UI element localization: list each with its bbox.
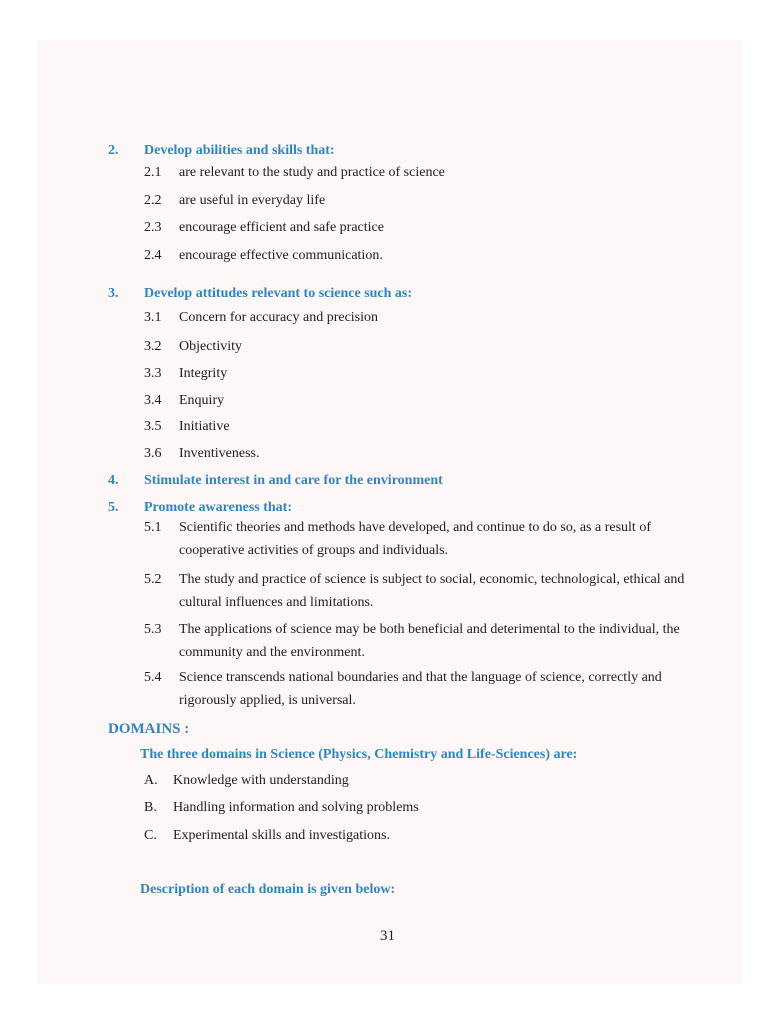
item-text: Science transcends national boundaries and that the language of science, correctly and rigorously applied, is universal.: [179, 670, 662, 708]
item-number: 5.1: [144, 520, 162, 535]
item-text: Scientific theories and methods have developed, and continue to do so, as a result of cooperative activities of groups and individuals.: [179, 520, 651, 558]
domains-intro: The three domains in Science (Physics, Chemistry and Life-Sciences) are:: [140, 747, 578, 762]
item-number: 5.4: [144, 670, 162, 685]
item-text: encourage efficient and safe practice: [179, 220, 384, 235]
item-letter: A.: [144, 773, 158, 788]
item-text: are relevant to the study and practice of science: [179, 165, 445, 180]
section-number: 5.: [108, 500, 119, 515]
section-title: Stimulate interest in and care for the environment: [144, 473, 443, 488]
item-text: The applications of science may be both beneficial and deterimental to the individual, the community and the environment.: [179, 622, 680, 660]
item-text: Concern for accuracy and precision: [179, 310, 379, 325]
item-text: Handling information and solving problems: [173, 800, 419, 815]
item-text: Initiative: [179, 419, 230, 434]
item-number: 3.1: [144, 310, 162, 325]
item-number: 2.4: [144, 248, 162, 263]
item-letter: B.: [144, 800, 157, 815]
domains-heading: DOMAINS :: [108, 721, 190, 737]
item-text: Objectivity: [179, 339, 242, 354]
item-number: 2.3: [144, 220, 162, 235]
section-title: Promote awareness that:: [144, 500, 293, 515]
item-text: The study and practice of science is subject to social, economic, technological, ethical and cultural influences and limitations.: [179, 572, 685, 610]
domain-description-intro: Description of each domain is given below:: [140, 882, 396, 897]
section-number: 3.: [108, 286, 119, 301]
item-text: Knowledge with understanding: [173, 773, 349, 788]
item-text: Enquiry: [179, 393, 225, 408]
item-number: 3.5: [144, 419, 162, 434]
section-title: Develop abilities and skills that:: [144, 143, 335, 158]
item-number: 3.2: [144, 339, 162, 354]
item-text: Inventiveness.: [179, 446, 260, 461]
item-number: 3.4: [144, 393, 162, 408]
item-text: encourage effective communication.: [179, 248, 383, 263]
page-number: 31: [380, 928, 395, 944]
item-letter: C.: [144, 828, 157, 843]
item-number: 3.6: [144, 446, 162, 461]
item-number: 2.1: [144, 165, 162, 180]
item-text: Experimental skills and investigations.: [173, 828, 390, 843]
section-number: 2.: [108, 143, 119, 158]
item-number: 5.3: [144, 622, 162, 637]
section-title: Develop attitudes relevant to science such as:: [144, 286, 413, 301]
section-number: 4.: [108, 473, 119, 488]
item-number: 3.3: [144, 366, 162, 381]
item-text: Integrity: [179, 366, 228, 381]
item-number: 2.2: [144, 193, 162, 208]
item-number: 5.2: [144, 572, 162, 587]
item-text: are useful in everyday life: [179, 193, 326, 208]
